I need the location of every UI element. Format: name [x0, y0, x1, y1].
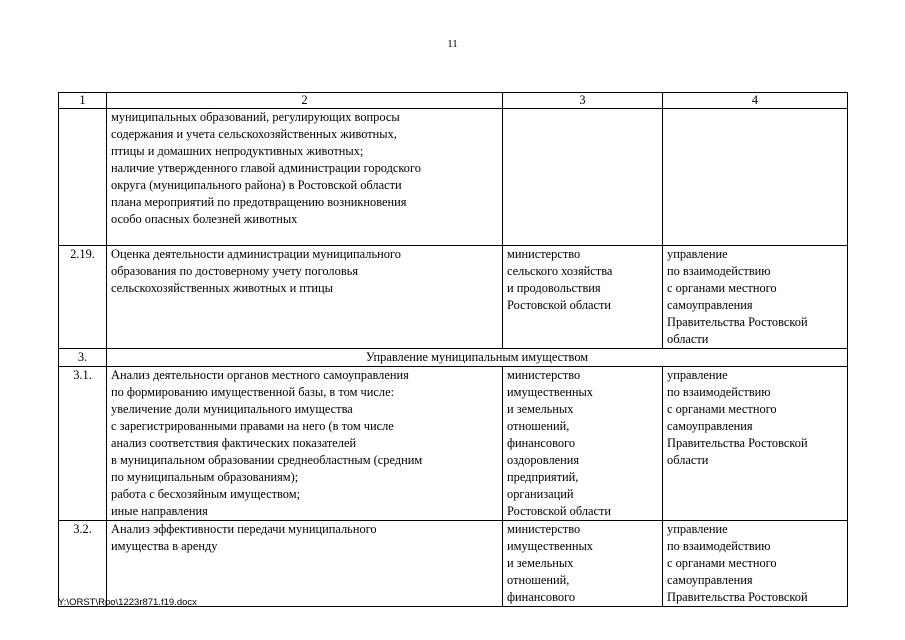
section-number: 3. [59, 349, 107, 367]
table-row [59, 109, 848, 246]
row-coexecutor: управление по взаимодействию с органами местного самоуправления Правительства Ростовской [663, 521, 848, 607]
row-coexecutor: управление по взаимодействию с органами местного самоуправления Правительства Ростовской области [663, 367, 848, 521]
row-number: 2.19. [59, 246, 107, 349]
row-number: 3.1. [59, 367, 107, 521]
header-cell-2: 2 [107, 93, 503, 109]
table-row [59, 367, 848, 521]
section-row [59, 349, 848, 367]
row-number: 3.2. [59, 521, 107, 607]
page-number: 11 [447, 38, 458, 50]
row-text: муниципальных образований, регулирующих вопросы содержания и учета сельскохозяйственных животных, птицы и домашних непродуктивных животных; наличие утвержденного главой администрации городского округа (муниципального района) в Ростовской области плана мероприятий по предотвращению возникновения особо опасных болезней животных [107, 109, 503, 246]
header-cell-3: 3 [503, 93, 663, 109]
row-coexecutor: управление по взаимодействию с органами местного самоуправления Правительства Ростовской области [663, 246, 848, 349]
row-responsible: министерство сельского хозяйства и продовольствия Ростовской области [503, 246, 663, 349]
row-coexecutor [663, 109, 848, 246]
row-text: Анализ эффективности передачи муниципального имущества в аренду [107, 521, 503, 607]
row-number [59, 109, 107, 246]
row-responsible: министерство имущественных и земельных отношений, финансового [503, 521, 663, 607]
section-title: Управление муниципальным имуществом [107, 349, 848, 367]
row-text: Оценка деятельности администрации муниципального образования по достоверному учету поголовья сельскохозяйственных животных и птицы [107, 246, 503, 349]
header-cell-4: 4 [663, 93, 848, 109]
row-responsible: министерство имущественных и земельных отношений, финансового оздоровления предприятий, организаций Ростовской области [503, 367, 663, 521]
table-row [59, 521, 848, 607]
table-header-row [59, 93, 848, 109]
file-path-footer: Y:\ORST\Rpo\1223r871.f19.docx [58, 597, 197, 608]
row-responsible [503, 109, 663, 246]
plan-table [58, 92, 848, 607]
header-cell-1: 1 [59, 93, 107, 109]
table-row [59, 246, 848, 349]
row-text: Анализ деятельности органов местного самоуправления по формированию имущественной базы, в том числе: увеличение доли муниципального имущества с зарегистрированными правами на него (в том числе анализ соответствия фактических показателей в муниципальном образовании среднеобластным (средним по муниципальным образованиям); работа с бесхозяйным имуществом; иные направления [107, 367, 503, 521]
